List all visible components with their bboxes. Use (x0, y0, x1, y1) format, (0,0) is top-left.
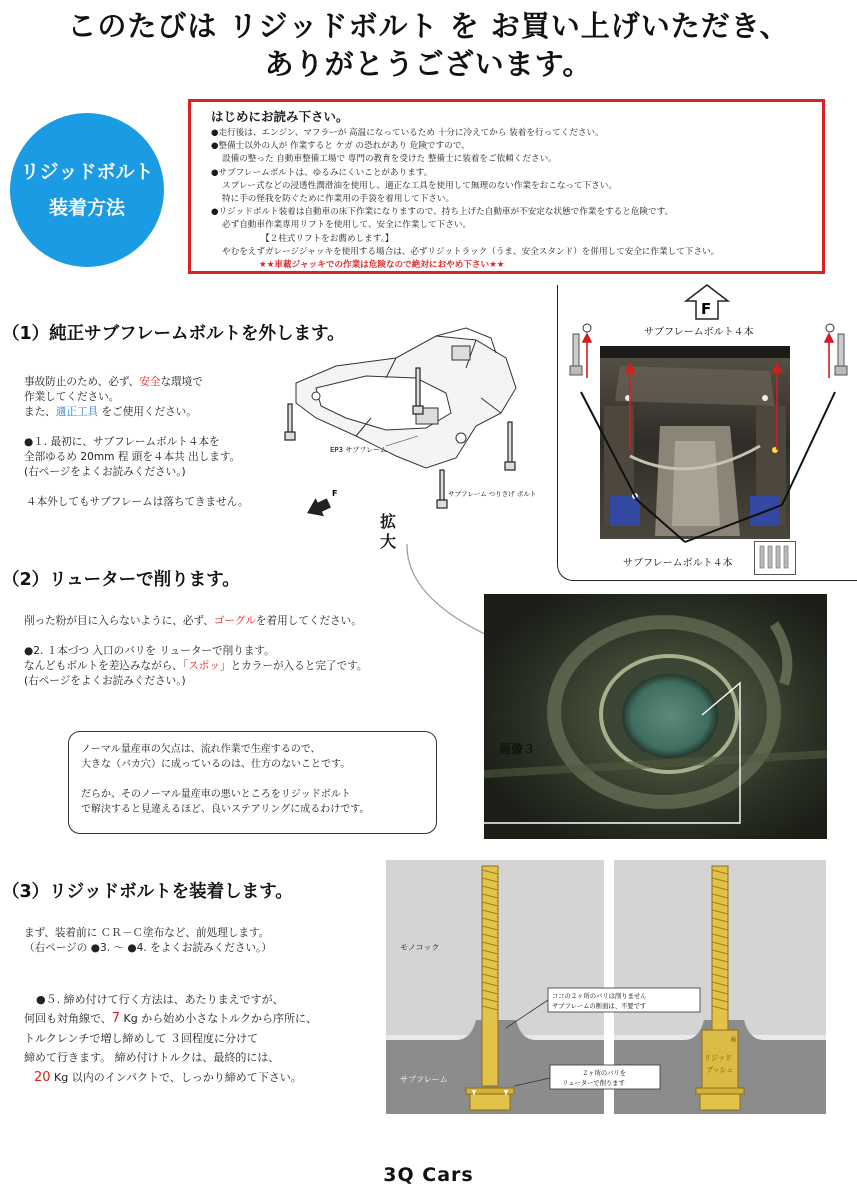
svg-text:®: ® (730, 1036, 737, 1044)
badge-line2: 装着方法 (48, 197, 125, 219)
bush-label-a: リジッド (704, 1054, 732, 1062)
notice-line: 設備の整った 自動車整備工場で 専門の教育を受けた 整備士に装着をご依頼ください。 (222, 154, 557, 165)
notice-line: やむをえずガレージジャッキを使用する場合は、必ずリジットラック（うま、安全スタンド）を併用して安全に作業して下さい。 (222, 246, 720, 257)
brand-footer: 3Q Cars (383, 1164, 474, 1186)
bush-label-b: ブッシュ (706, 1066, 734, 1074)
badge-line1: リジッドボルト (20, 161, 154, 183)
read-first-notice (188, 99, 825, 274)
notice-line: スプレー式などの浸透性潤滑油を使用し、適正な工具を使用して無理のない作業をおこなって下さい。 (222, 180, 617, 191)
notice-line: 必ず自動車作業専用リフトを使用して、安全に作業して下さい。 (222, 220, 472, 231)
section3-text-b: ●５. 締め付けて行く方法は、あたりまえですが、 何回も対角線で、7 Kg から始め小さなトルクから序所に、 トルクレンチで増し締めして ３回程度に分けて 締めて行きます。 締め付けトルクは、最終的には、 20 Kg 以内のインパクトで、しっかり締めて下さい。 (24, 993, 318, 1085)
bolt-pointer-lines (577, 330, 842, 560)
bubble-pointer-lines (430, 675, 750, 845)
zoom-label: 拡 大 (380, 512, 397, 551)
notice-line: ●リジッドボルト装着は自動車の床下作業になりますので、持ち上げた自動車が不安定な状態で作業をすると危険です。 (211, 207, 674, 218)
callout1-line2: サブフレームの断面は、不要です (552, 1003, 647, 1010)
page-title-line2: ありがとうございます。 (264, 47, 593, 81)
section3-text-a: まず、装着前に ＣＲ－Ｃ塗布など、前処理します。 （右ページの ●3. 〜 ●4. をよくお読みください。） (24, 927, 272, 954)
photo2-label: 画像３ (499, 742, 536, 756)
svg-text:F: F (332, 489, 338, 498)
svg-text:F: F (701, 300, 712, 318)
callout2-line2: リューターで削ります (562, 1080, 625, 1087)
subframe-drawing (276, 318, 538, 523)
section1-text: 事故防止のため、必ず、安全な環境で 作業してください。 また、適正工具 をご使用ください。 ●１. 最初に、サブフレームボルト４本を 全部ゆるめ 20mm 程 頭を４本共 出します。 (右ページをよくお読みください。) ４本外してもサブフレームは落ちてきません。 (24, 376, 249, 508)
front-arrow-icon (303, 494, 333, 522)
section2-text: 削った粉が目に入らないように、必ず、ゴーグルを着用してください。 ●2. １本づつ 入口のバリを リューターで削ります。 なんどもボルトを差込みながら、「スポッ」とカラーが入ると完了です。 (右ページをよくお読みください。) (24, 615, 368, 687)
hanging-bolt-label: サブフレーム つりさげ ボルト (448, 490, 537, 498)
section3-heading: （3）リジッドボルトを装着します。 (2, 882, 293, 902)
notice-line: 特に手の怪我を防ぐために作業用の手袋を着用して下さい。 (222, 194, 455, 205)
callout1-line1: ココの２ヶ所のバリは削りません (552, 993, 647, 1000)
subframe-label: EP3 サブフレーム (330, 446, 388, 454)
notice-line: ●走行後は、エンジン、マフラーが 高温になっているため 十分に冷えてから 装着を行ってください。 (211, 128, 604, 138)
callout2-line1: ２ヶ所のバリを (582, 1070, 627, 1077)
notice-line: ●整備士以外の人が 作業すると ケガ の恐れがあり 危険ですので、 (211, 141, 470, 152)
page-title-line1: このたびは リジッドボルト を お買い上げいただき、 (67, 9, 790, 43)
notice-warning: ★★車載ジャッキでの作業は危険なので絶対におやめ下さい★★ (259, 260, 505, 271)
photo-top-label: サブフレームボルト４本 (644, 327, 754, 338)
bolt-cross-section-diagram (386, 860, 826, 1114)
notice-heading: はじめにお読み下さい。 (211, 109, 349, 124)
monocoque-label: モノコック (400, 943, 440, 952)
section1-heading: （1）純正サブフレームボルトを外します。 (2, 324, 345, 344)
bolt-set-icon (754, 541, 796, 575)
photo-bottom-label: サブフレームボルト４本 (623, 558, 733, 569)
explanation-bubble: ノーマル量産車の欠点は、流れ作業で生産するので、 大きな（バカ穴）に成っているのは、仕方のないことです。 だらか、そのノーマル量産車の悪いところをリジッドボルト で解決すると見違えるほど、良いステアリングに成るわけです。 (68, 731, 437, 834)
install-method-badge (10, 113, 164, 267)
subframe-section-label: サブフレーム (400, 1075, 448, 1084)
section2-heading: （2）リューターで削ります。 (2, 570, 240, 590)
notice-line: ●サブフレームボルトは、ゆるみにくいことがあります。 (211, 167, 433, 178)
notice-line: 【２柱式リフトをお薦めします。】 (261, 233, 394, 244)
front-up-arrow-icon (682, 283, 732, 321)
